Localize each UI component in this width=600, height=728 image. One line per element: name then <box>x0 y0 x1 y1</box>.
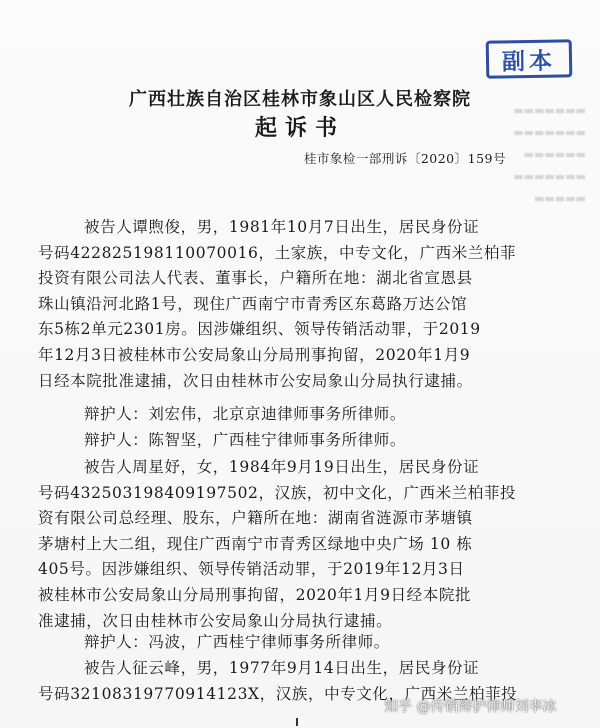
text-line: 被告人周星妤，女，1984年9月19日出生，居民身份证 <box>84 458 480 476</box>
text-line: 辩护人：冯波，广西桂宁律师事务所律师。 <box>84 633 390 651</box>
text-line: 年12月3日被桂林市公安局象山分局刑事拘留，2020年1月9 <box>38 345 471 364</box>
defender-1-paragraph <box>38 402 550 428</box>
procuratorate-name: 广西壮族自治区桂林市象山区人民检察院 <box>129 89 471 110</box>
text-line: 被告人征云峰，男，1977年9月14日出生，居民身份证 <box>84 659 480 677</box>
text-line: 号码32108319770914123X，汉族，中专文化，广西米兰柏菲投 <box>38 684 518 703</box>
defender-3-paragraph <box>38 630 550 656</box>
text-line: 准逮捕，次日由桂林市公安局象山分局执行逮捕。 <box>38 611 393 630</box>
text-line: 东5栋2单元2301房。因涉嫌组织、领导传销活动罪，于2019 <box>38 320 481 339</box>
text-line: 茅塘村上大二组，现住广西南宁市青秀区绿地中央广场 10 栋 <box>38 534 473 553</box>
text-line: 号码422825198110070016，土家族，中专文化，广西米兰柏菲 <box>38 243 517 262</box>
document-title: 起诉书 <box>254 115 345 141</box>
document-number: 桂市象检一部刑诉〔2020〕159号 <box>303 151 506 166</box>
text-line: 珠山镇沿河北路1号，现住广西南宁市青秀区东葛路万达公馆 <box>38 294 468 313</box>
text-line: 辩护人：刘宏伟，北京京迪律师事务所律师。 <box>84 405 407 423</box>
text-line: 日经本院批准逮捕，次日由桂林市公安局象山分局执行逮捕。 <box>38 371 473 390</box>
text-line: 被告人谭煦俊，男，1981年10月7日出生，居民身份证 <box>84 218 480 236</box>
defendant-1-paragraph <box>38 215 550 394</box>
text-line: 被桂林市公安局象山分局刑事拘留，2020年1月9日经本院批 <box>38 585 472 604</box>
text-line: 号码432503198409197502，汉族，初中文化，广西米兰柏菲投 <box>38 483 517 502</box>
bleed-through-text: ▬▬▬▬▬▬▬ ▬▬▬▬▬▬▬ ▬▬▬▬▬▬ ▬▬▬▬▬▬▬ ▬▬▬▬▬ <box>513 104 586 205</box>
defender-2-paragraph <box>38 428 550 454</box>
defendant-2-paragraph <box>38 455 550 634</box>
copy-stamp: 副本 <box>486 39 573 78</box>
page-mark <box>296 718 298 726</box>
text-line: 405号。因涉嫌组织、领导传销活动罪，于2019年12月3日 <box>38 560 465 579</box>
text-line: 辩护人：陈智坚，广西桂宁律师事务所律师。 <box>84 431 407 449</box>
zhihu-watermark: 知乎 @传销辩护律师刘李冰 <box>384 699 557 715</box>
text-line: 资有限公司总经理、股东，户籍所在地：湖南省涟源市茅塘镇 <box>38 509 473 528</box>
text-line: 投资有限公司法人代表、董事长，户籍所在地：湖北省宣恩县 <box>38 269 473 288</box>
